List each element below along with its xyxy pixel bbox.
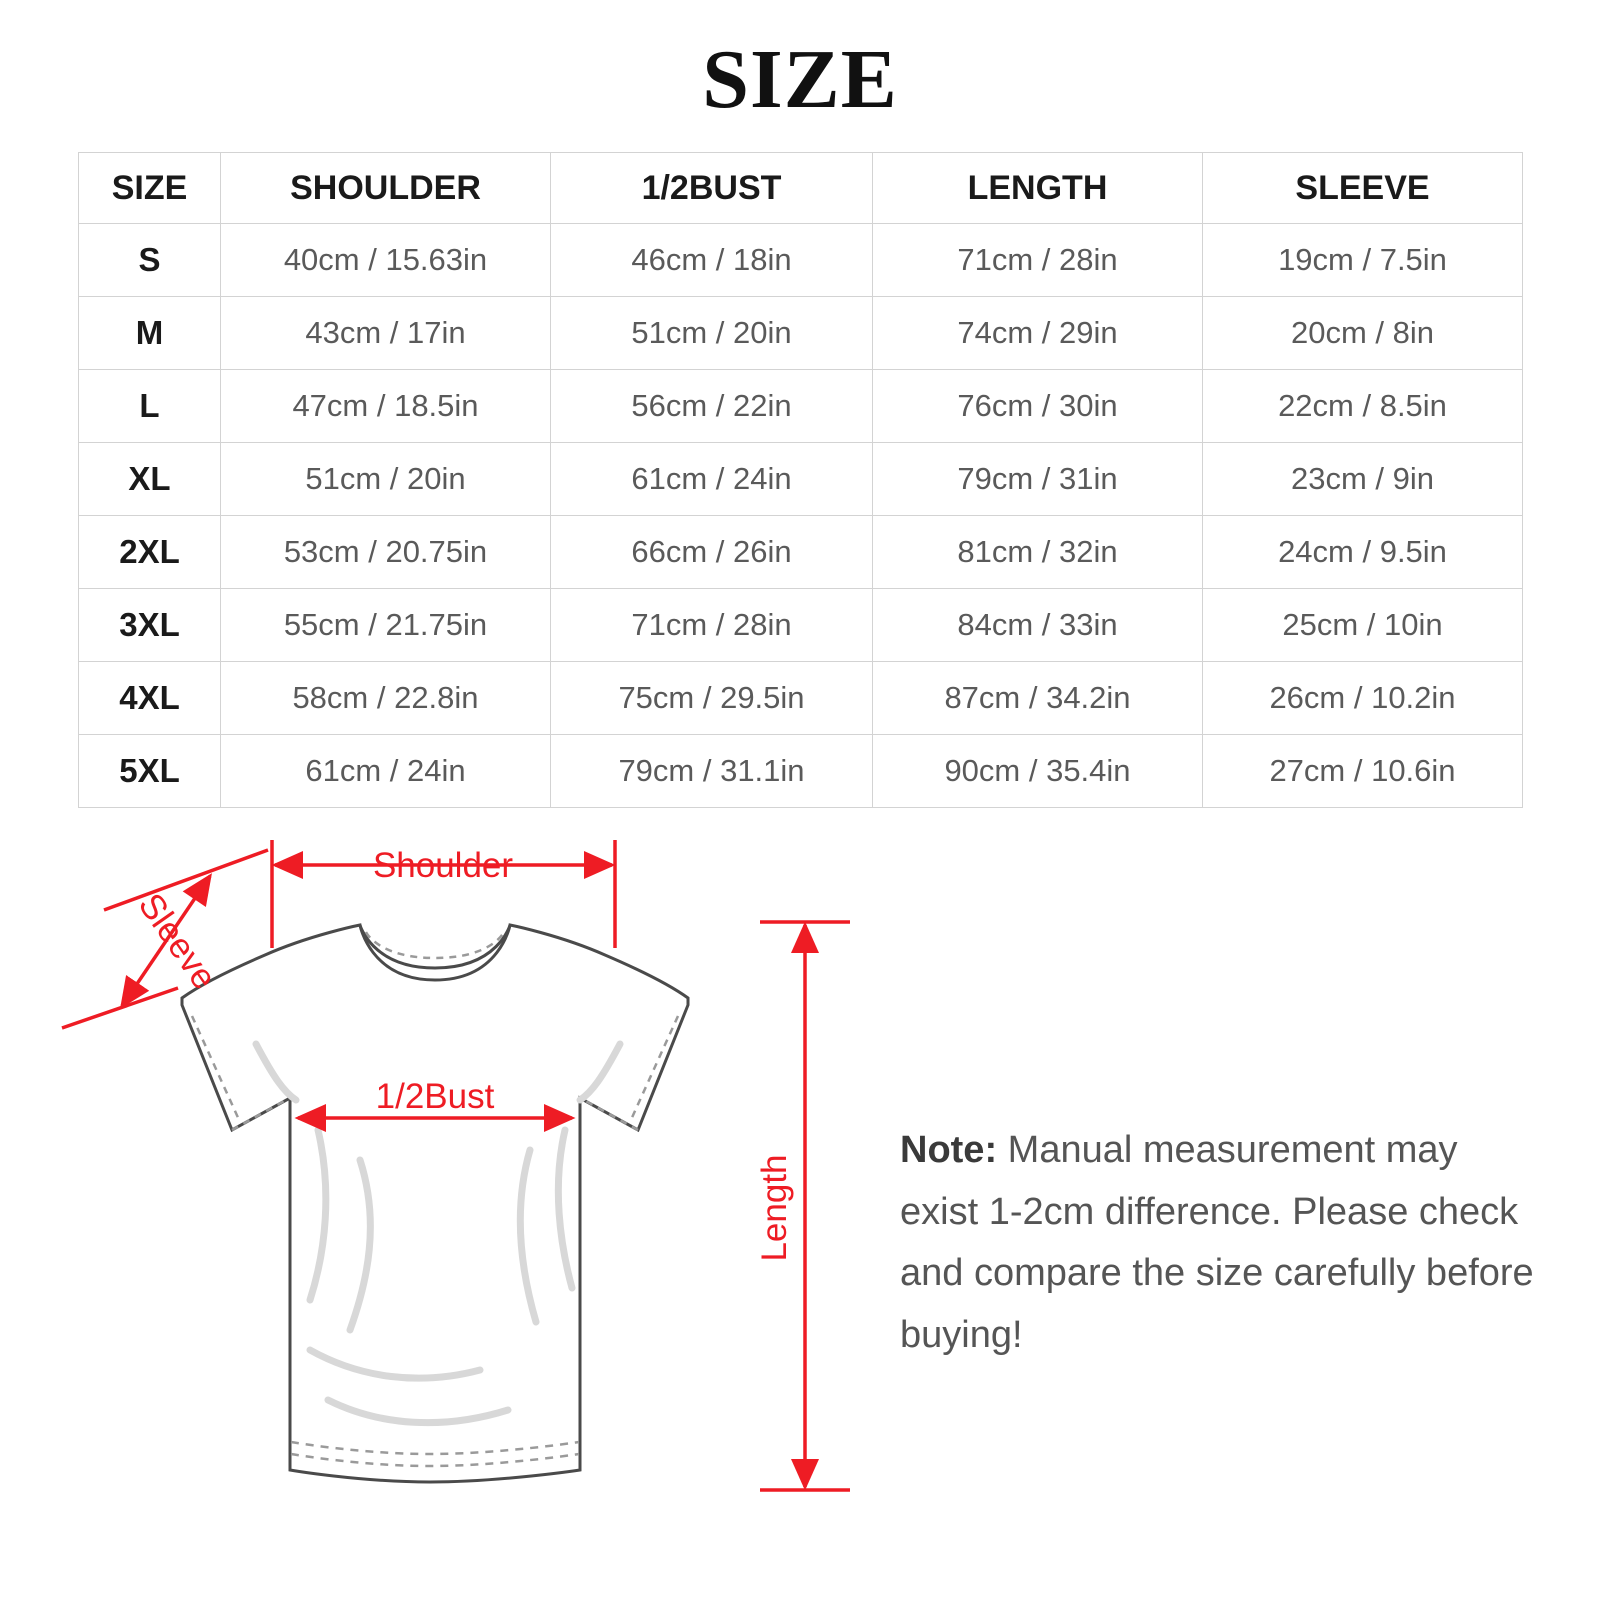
note-label: Note:	[900, 1129, 998, 1172]
cell-size: 2XL	[79, 516, 221, 589]
cell-size: 3XL	[79, 589, 221, 662]
cell-sleeve: 22cm / 8.5in	[1203, 370, 1523, 443]
half-bust-label: 1/2Bust	[375, 1077, 495, 1117]
cell-sleeve: 23cm / 9in	[1203, 443, 1523, 516]
cell-size: 4XL	[79, 662, 221, 735]
cell-bust: 51cm / 20in	[551, 297, 873, 370]
cell-shoulder: 61cm / 24in	[221, 735, 551, 808]
cell-sleeve: 24cm / 9.5in	[1203, 516, 1523, 589]
cell-size: XL	[79, 443, 221, 516]
sleeve-label: Sleeve	[130, 886, 225, 997]
cell-shoulder: 43cm / 17in	[221, 297, 551, 370]
cell-shoulder: 40cm / 15.63in	[221, 224, 551, 297]
tshirt-outline	[182, 925, 688, 1482]
cell-length: 84cm / 33in	[873, 589, 1203, 662]
cell-size: 5XL	[79, 735, 221, 808]
cell-length: 90cm / 35.4in	[873, 735, 1203, 808]
measurement-diagram-section	[0, 830, 1600, 1560]
shoulder-label: Shoulder	[372, 846, 514, 886]
cell-shoulder: 53cm / 20.75in	[221, 516, 551, 589]
cell-bust: 61cm / 24in	[551, 443, 873, 516]
table-row	[79, 297, 1523, 370]
cell-length: 81cm / 32in	[873, 516, 1203, 589]
cell-shoulder: 51cm / 20in	[221, 443, 551, 516]
cell-size: M	[79, 297, 221, 370]
cell-sleeve: 25cm / 10in	[1203, 589, 1523, 662]
cell-size: S	[79, 224, 221, 297]
cell-bust: 66cm / 26in	[551, 516, 873, 589]
table-header-row	[79, 153, 1523, 224]
cell-length: 79cm / 31in	[873, 443, 1203, 516]
cell-bust: 46cm / 18in	[551, 224, 873, 297]
cell-shoulder: 55cm / 21.75in	[221, 589, 551, 662]
column-header-sleeve: SLEEVE	[1203, 153, 1523, 224]
table-row	[79, 735, 1523, 808]
tshirt-measurement-diagram	[60, 830, 900, 1550]
table-row	[79, 662, 1523, 735]
cell-bust: 56cm / 22in	[551, 370, 873, 443]
page-title: SIZE	[702, 33, 898, 126]
size-table-container	[78, 152, 1522, 808]
cell-length: 76cm / 30in	[873, 370, 1203, 443]
length-label: Length	[755, 1154, 794, 1262]
measurement-note	[900, 1120, 1540, 1366]
cell-sleeve: 20cm / 8in	[1203, 297, 1523, 370]
cell-length: 71cm / 28in	[873, 224, 1203, 297]
cell-shoulder: 58cm / 22.8in	[221, 662, 551, 735]
cell-bust: 71cm / 28in	[551, 589, 873, 662]
cell-bust: 75cm / 29.5in	[551, 662, 873, 735]
note-text: Manual measurement may exist 1-2cm difference. Please check and compare the size carefully before buying!	[900, 1129, 1534, 1356]
table-row	[79, 443, 1523, 516]
table-row	[79, 370, 1523, 443]
cell-bust: 79cm / 31.1in	[551, 735, 873, 808]
column-header-shoulder: SHOULDER	[221, 153, 551, 224]
table-row	[79, 589, 1523, 662]
cell-sleeve: 19cm / 7.5in	[1203, 224, 1523, 297]
column-header-length: LENGTH	[873, 153, 1203, 224]
cell-shoulder: 47cm / 18.5in	[221, 370, 551, 443]
column-header-bust: 1/2BUST	[551, 153, 873, 224]
cell-size: L	[79, 370, 221, 443]
table-row	[79, 224, 1523, 297]
table-row	[79, 516, 1523, 589]
cell-sleeve: 26cm / 10.2in	[1203, 662, 1523, 735]
size-chart-table	[78, 152, 1523, 808]
cell-length: 74cm / 29in	[873, 297, 1203, 370]
column-header-size: SIZE	[79, 153, 221, 224]
cell-sleeve: 27cm / 10.6in	[1203, 735, 1523, 808]
cell-length: 87cm / 34.2in	[873, 662, 1203, 735]
